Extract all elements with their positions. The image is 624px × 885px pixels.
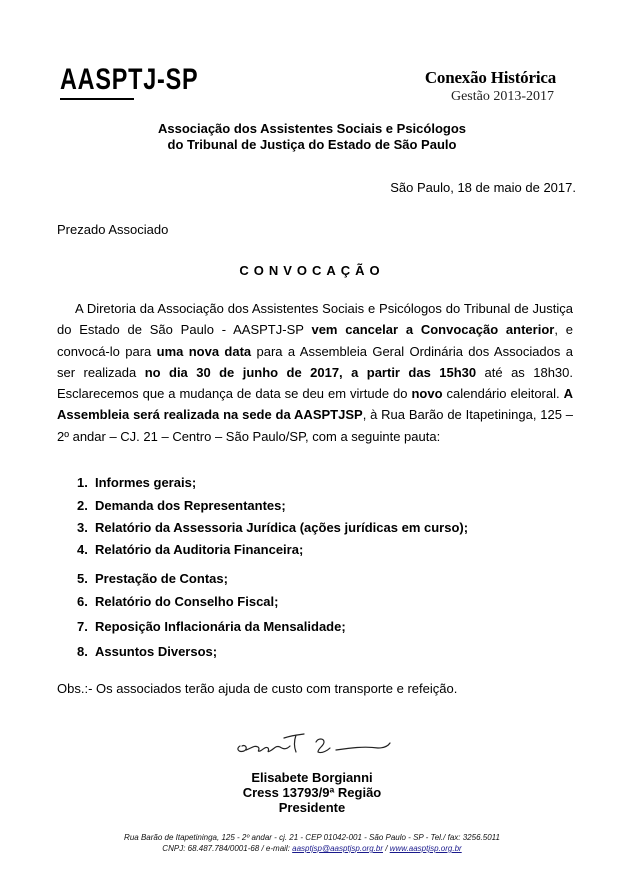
footer-website-link[interactable]: www.aasptjsp.org.br — [389, 844, 462, 853]
agenda-item — [77, 498, 286, 514]
agenda-item — [77, 619, 346, 635]
footer-contact — [0, 843, 624, 854]
agenda-item — [77, 475, 196, 491]
agenda-number: 8. — [77, 644, 88, 659]
org-name-line1: Associação dos Assistentes Sociais e Psicólogos — [157, 121, 467, 136]
conexao-historica-title: Conexão Histórica — [424, 68, 556, 87]
footer-cnpj: CNPJ: 68.487.784/0001-68 / e-mail: — [162, 844, 293, 853]
body-text-4: até as 18h30. Esclarecemos que a mudança de data se deu em virtude do — [57, 364, 573, 402]
body-paragraph — [57, 298, 573, 447]
footer-separator: / — [383, 844, 390, 853]
body-bold-1: vem cancelar a Convocação anterior — [311, 322, 555, 338]
obs-note: Obs.:- Os associados terão ajuda de custo com transporte e refeição. — [57, 681, 458, 696]
agenda-number: 5. — [77, 571, 88, 586]
body-bold-5: A Assembleia será realizada na sede da AASPTJSP — [57, 386, 573, 423]
salutation: Prezado Associado — [57, 222, 169, 237]
body-bold-3: no dia 30 de junho de 2017, a partir das 15h30 — [144, 364, 477, 380]
gestao-period: Gestão 2013-2017 — [450, 89, 554, 104]
body-text-6: , à Rua Barão de Itapetininga, 125 – 2º andar – CJ. 21 – Centro – São Paulo/SP, com a seguinte pauta: — [57, 407, 573, 444]
body-bold-4: novo — [411, 386, 443, 402]
agenda-item — [77, 594, 278, 610]
convocacao-heading: CONVOCAÇÃO — [239, 263, 385, 278]
logo-text: AASPTJ-SP — [60, 63, 199, 96]
body-text-1: A Diretoria da Associação dos Assistentes Sociais e Psicólogos do Tribunal de Justiça do Estado de São Paulo - AASPTJ-SP — [57, 301, 573, 338]
agenda-number: 7. — [77, 619, 88, 634]
body-text-3: para a Assembleia Geral Ordinária dos Associados a ser realizada — [57, 343, 573, 380]
body-text-5: calendário eleitoral. — [442, 386, 564, 402]
body-bold-2: uma nova data — [156, 343, 252, 359]
agenda-text: Relatório da Auditoria Financeira; — [95, 542, 304, 557]
agenda-text: Prestação de Contas; — [95, 571, 228, 586]
agenda-text: Demanda dos Representantes; — [95, 498, 286, 513]
agenda-text: Assuntos Diversos; — [95, 644, 218, 659]
signatory-cress: Cress 13793/9ª Região — [242, 785, 382, 800]
agenda-item — [77, 644, 217, 660]
agenda-number: 2. — [77, 498, 88, 513]
agenda-text: Relatório da Assessoria Jurídica (ações jurídicas em curso); — [95, 520, 469, 535]
footer-email-link[interactable]: aasptjsp@aasptjsp.org.br — [292, 844, 383, 853]
agenda-item — [77, 571, 228, 587]
footer-address: Rua Barão de Itapetininga, 125 - 2º andar - cj. 21 - CEP 01042-001 - São Paulo - SP - Tel./ fax: 3256.5011 — [124, 833, 500, 842]
agenda-number: 3. — [77, 520, 88, 535]
agenda-item — [77, 520, 468, 536]
agenda-number: 4. — [77, 542, 88, 557]
agenda-text: Relatório do Conselho Fiscal; — [95, 594, 279, 609]
agenda-item — [77, 542, 303, 558]
agenda-text: Reposição Inflacionária da Mensalidade; — [95, 619, 346, 634]
agenda-number: 1. — [77, 475, 88, 490]
agenda-text: Informes gerais; — [95, 475, 197, 490]
logo-underline — [60, 98, 134, 100]
logo — [60, 63, 199, 102]
body-text-2: , e convocá-lo para — [57, 322, 573, 359]
org-name-line2: do Tribunal de Justiça do Estado de São Paulo — [167, 137, 457, 152]
handwritten-signature — [232, 726, 402, 762]
signatory-role: Presidente — [278, 800, 346, 815]
agenda-number: 6. — [77, 594, 88, 609]
letter-date: São Paulo, 18 de maio de 2017. — [390, 180, 576, 195]
signatory-name: Elisabete Borgianni — [251, 770, 373, 785]
